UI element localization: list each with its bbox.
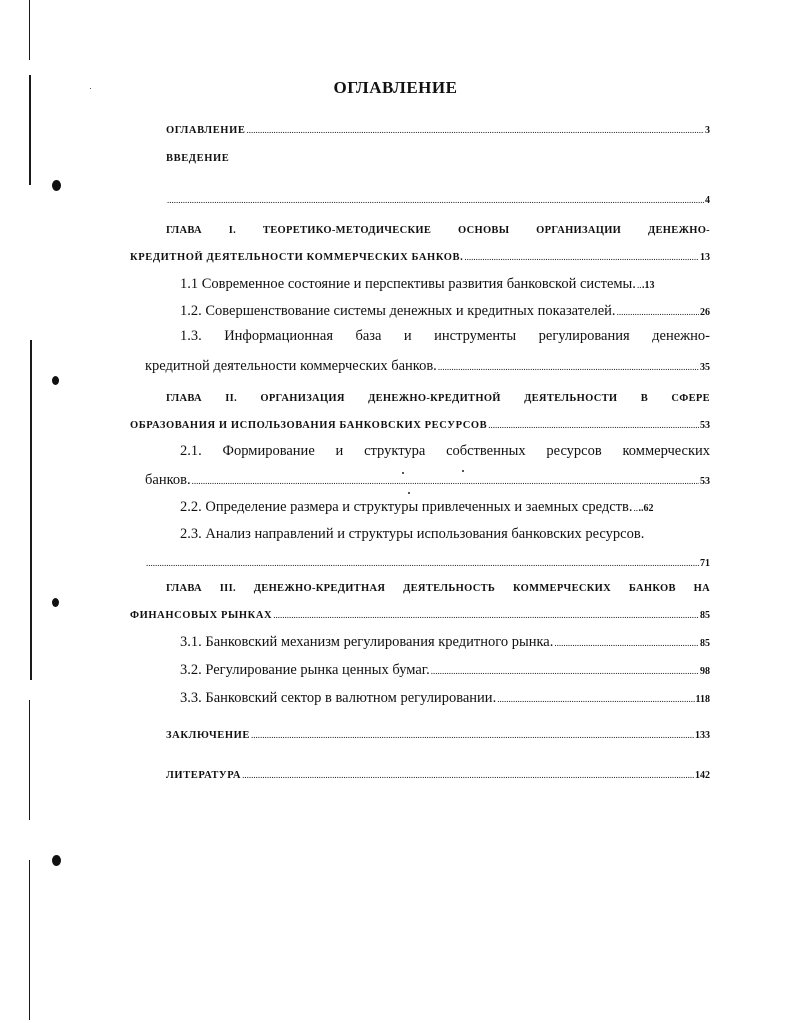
toc-label: ОБРАЗОВАНИЯ И ИСПОЛЬЗОВАНИЯ БАНКОВСКИХ РЕСУРСОВ — [130, 420, 488, 431]
dot-leader — [497, 689, 694, 707]
toc-page: 53 — [700, 476, 710, 487]
toc-page: 53 — [700, 420, 710, 431]
toc-label: ФИНАНСОВЫХ РЫНКАХ — [130, 610, 273, 621]
dot-leader — [167, 190, 704, 208]
dot-leader — [242, 765, 694, 783]
toc-chapter2-line2[interactable] — [130, 415, 710, 433]
dot-leader — [192, 471, 699, 489]
dot-leader — [146, 553, 699, 571]
toc-entry-3-2[interactable] — [180, 661, 710, 679]
toc-label: ЛИТЕРАТУРА — [166, 770, 242, 781]
toc-entry-3-3[interactable] — [180, 689, 710, 707]
toc-label: 3.2. Регулирование рынка ценных бумаг. — [180, 662, 430, 678]
toc-chapter2-line1[interactable]: ГЛАВА II. ОРГАНИЗАЦИЯ ДЕНЕЖНО-КРЕДИТНОЙ ДЕЯТЕЛЬНОСТИ В СФЕРЕ — [166, 393, 710, 404]
toc-page: 85 — [700, 638, 710, 649]
toc-page: 35 — [700, 362, 710, 373]
toc-label: банков. — [145, 472, 191, 488]
dot-leader — [617, 302, 699, 320]
toc-label: 3.3. Банковский сектор в валютном регулировании. — [180, 690, 497, 706]
toc-page: 98 — [700, 666, 710, 677]
dot-leader — [431, 661, 699, 679]
toc-label: КРЕДИТНОЙ ДЕЯТЕЛЬНОСТИ КОММЕРЧЕСКИХ БАНКОВ. — [130, 252, 464, 263]
toc-entry-2-2[interactable] — [180, 498, 710, 516]
dot-leader — [634, 498, 638, 516]
toc-page: 26 — [700, 307, 710, 318]
toc-page: ..62 — [638, 503, 654, 514]
binder-hole-mark — [52, 855, 61, 866]
dot-leader — [637, 275, 641, 293]
toc-entry-2-3-label[interactable]: 2.3. Анализ направлений и структуры использования банковских ресурсов. — [180, 526, 645, 542]
toc-page: 85 — [700, 610, 710, 621]
toc-page: 3 — [705, 125, 710, 136]
toc-label: 1.2. Совершенствование системы денежных и кредитных показателей. — [180, 303, 616, 319]
toc-entry-1-3-line2[interactable] — [145, 357, 710, 375]
toc-entry-1-2[interactable] — [180, 302, 710, 320]
binder-hole-mark — [52, 376, 59, 385]
toc-entry-2-1-line1[interactable]: 2.1. Формирование и структура собственных ресурсов коммерческих — [180, 443, 711, 459]
toc-entry-3-1[interactable] — [180, 633, 710, 651]
scan-left-edge — [28, 0, 31, 1023]
toc-label: 3.1. Банковский механизм регулирования кредитного рынка. — [180, 634, 554, 650]
toc-page: 133 — [695, 730, 710, 741]
toc-page: .13 — [641, 280, 655, 291]
toc-label: 1.1 Современное состояние и перспективы развития банковской системы. — [180, 276, 636, 292]
toc-page: 142 — [695, 770, 710, 781]
toc-label: ОГЛАВЛЕНИЕ — [166, 125, 246, 136]
scan-speck — [462, 470, 464, 472]
scan-speck — [408, 492, 410, 494]
scan-speck — [90, 88, 91, 89]
toc-label: ЗАКЛЮЧЕНИЕ — [166, 730, 251, 741]
dot-leader — [438, 357, 699, 375]
dot-leader — [488, 415, 699, 433]
dot-leader — [246, 120, 704, 138]
dot-leader — [273, 605, 699, 623]
toc-entry-2-3-leader — [145, 553, 710, 571]
dot-leader — [464, 247, 699, 265]
scan-speck — [402, 472, 404, 474]
toc-page: 4 — [705, 195, 710, 206]
toc-page: 71 — [700, 558, 710, 569]
binder-hole-mark — [52, 180, 61, 191]
toc-entry-lit[interactable] — [166, 765, 710, 783]
toc-entry-vvedenie-leader — [166, 190, 710, 208]
toc-entry-oglavlenie[interactable] — [166, 120, 710, 138]
toc-label: кредитной деятельности коммерческих банков. — [145, 358, 437, 374]
page-title: ОГЛАВЛЕНИЕ — [333, 78, 458, 97]
toc-page: 118 — [695, 694, 710, 705]
toc-chapter3-line2[interactable] — [130, 605, 710, 623]
toc-entry-zakl[interactable] — [166, 725, 710, 743]
binder-hole-mark — [52, 598, 59, 607]
toc-entry-1-1[interactable] — [180, 275, 710, 293]
toc-chapter3-line1[interactable]: ГЛАВА III. ДЕНЕЖНО-КРЕДИТНАЯ ДЕЯТЕЛЬНОСТЬ КОММЕРЧЕСКИХ БАНКОВ НА — [166, 583, 710, 594]
dot-leader — [554, 633, 699, 651]
toc-chapter1-line1[interactable]: ГЛАВА I. ТЕОРЕТИКО-МЕТОДИЧЕСКИЕ ОСНОВЫ ОРГАНИЗАЦИИ ДЕНЕЖНО- — [166, 225, 710, 236]
toc-chapter1-line2[interactable] — [130, 247, 710, 265]
toc-entry-vvedenie-label[interactable]: ВВЕДЕНИЕ — [166, 153, 230, 164]
toc-entry-2-1-line2[interactable] — [145, 471, 710, 489]
dot-leader — [251, 725, 694, 743]
toc-entry-1-3-line1[interactable]: 1.3. Информационная база и инструменты регулирования денежно- — [180, 328, 710, 344]
toc-page: 13 — [700, 252, 710, 263]
toc-label: 2.2. Определение размера и структуры привлеченных и заемных средств. — [180, 499, 633, 515]
